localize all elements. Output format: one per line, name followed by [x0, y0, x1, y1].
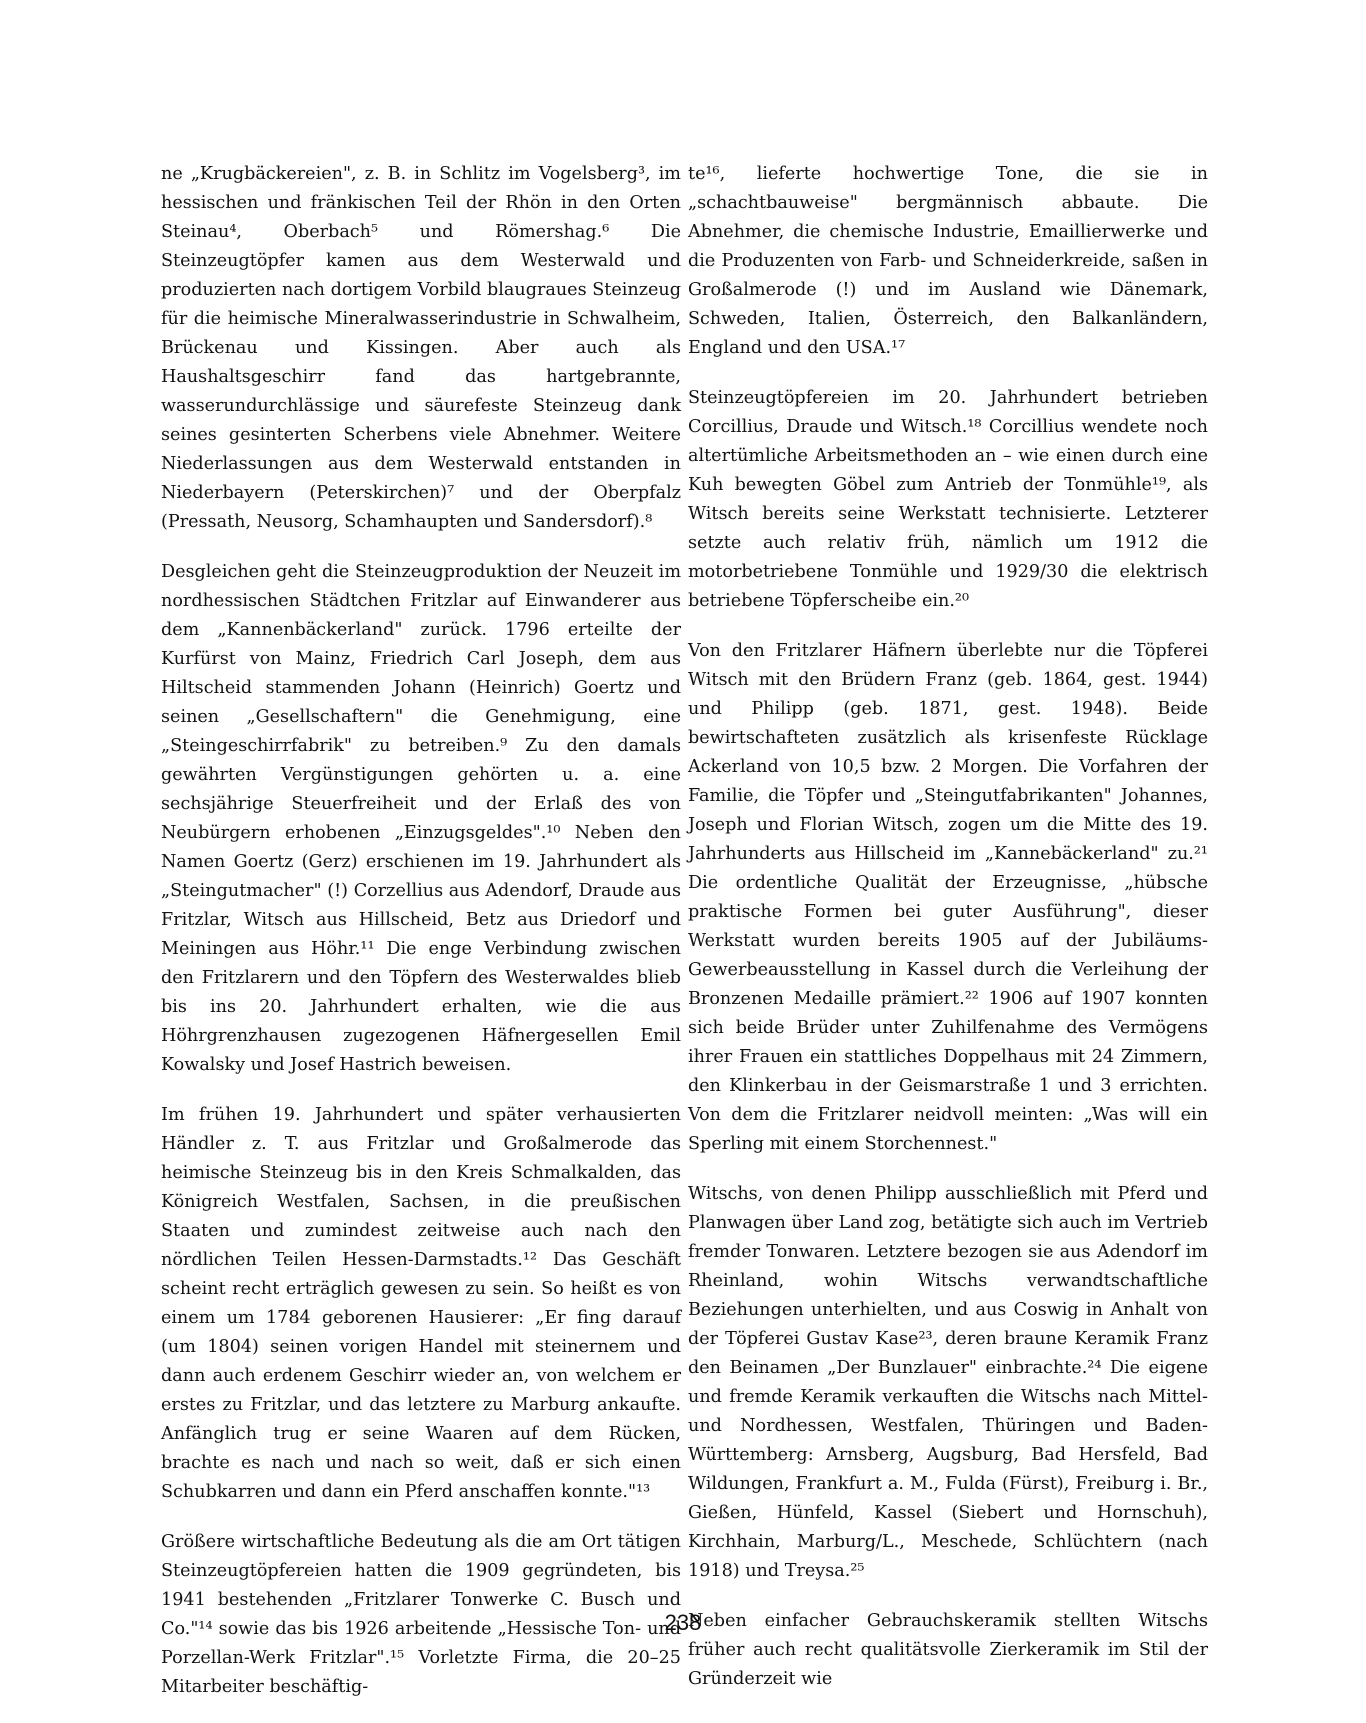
paragraph: Von den Fritzlarer Häfnern überlebte nur die Töpferei Witsch mit den Brüdern Franz (geb. 1864, gest. 1944) und Philipp (geb. 1871, gest. 1948). Beide bewirtschafteten zusätzlich als krisenfeste Rücklage Ackerland von 10,5 bzw. 2 Morgen. Die Vorfahren der Familie, die Töpfer und „Steingutfabrikanten" Johannes, Joseph und Florian Witsch, zogen um die Mitte des 19. Jahrhunderts aus Hillscheid im „Kannebäckerland" zu.²¹ Die ordentliche Qualität der Erzeugnisse, „hübsche praktische Formen bei guter Ausführung", dieser Werkstatt wurden bereits 1905 auf der Jubiläums-Gewerbeausstellung in Kassel durch die Verleihung der Bronzenen Medaille prämiert.²² 1906 auf 1907 konnten sich beide Brüder unter Zuhilfenahme des Vermögens ihrer Frauen ein stattliches Doppelhaus mit 24 Zimmern, den Klinkerbau in der Geismarstraße 1 und 3 errichten. Von dem die Fritzlarer neidvoll meinten: „Was will ein Sperling mit einem Storchennest." — [688, 641, 1208, 1154]
right-column — [688, 160, 1208, 1715]
left-column — [161, 160, 681, 1723]
paragraph: Steinzeugtöpfereien im 20. Jahrhundert betrieben Corcillius, Draude und Witsch.¹⁸ Corcillius wendete noch altertümliche Arbeitsmethoden an – wie einen durch eine Kuh bewegten Göbel zum Antrieb der Tonmühle¹⁹, als Witsch bereits seine Werkstatt technisierte. Letzterer setzte auch relativ früh, nämlich um 1912 die motorbetriebene Tonmühle und 1929/30 die elektrisch betriebene Töpferscheibe ein.²⁰ — [688, 388, 1208, 611]
paragraph: Größere wirtschaftliche Bedeutung als die am Ort tätigen Steinzeugtöpfereien hatten die 1909 gegründeten, bis 1941 bestehenden „Fritzlarer Tonwerke C. Busch und Co."¹⁴ sowie das bis 1926 arbeitende „Hessische Ton- und Porzellan-Werk Fritzlar".¹⁵ Vorletzte Firma, die 20–25 Mitarbeiter beschäftig- — [161, 1532, 681, 1697]
paragraph: ne „Krugbäckereien", z. B. in Schlitz im Vogelsberg³, im hessischen und fränkischen Teil der Rhön in den Orten Steinau⁴, Oberbach⁵ und Römershag.⁶ Die Steinzeugtöpfer kamen aus dem Westerwald und produzierten nach dortigem Vorbild blaugraues Steinzeug für die heimische Mineralwasserindustrie in Schwalheim, Brückenau und Kissingen. Aber auch als Haushaltsgeschirr fand das hartgebrannte, wasserundurchlässige und säurefeste Steinzeug dank seines gesinterten Scherbens viele Abnehmer. Weitere Niederlassungen aus dem Westerwald entstanden in Niederbayern (Peterskirchen)⁷ und der Oberpfalz (Pressath, Neusorg, Schamhaupten und Sandersdorf).⁸ — [161, 164, 681, 532]
paragraph: te¹⁶, lieferte hochwertige Tone, die sie in „schachtbauweise" bergmännisch abbaute. Die Abnehmer, die chemische Industrie, Emaillierwerke und die Produzenten von Farb- und Schneiderkreide, saßen in Großalmerode (!) und im Ausland wie Dänemark, Schweden, Italien, Österreich, den Balkanländern, England und den USA.¹⁷ — [688, 164, 1208, 358]
paragraph: Witschs, von denen Philipp ausschließlich mit Pferd und Planwagen über Land zog, betätigte sich auch im Vertrieb fremder Tonwaren. Letztere bezogen sie aus Adendorf im Rheinland, wohin Witschs verwandtschaftliche Beziehungen unterhielten, und aus Coswig in Anhalt von der Töpferei Gustav Kase²³, deren braune Keramik Franz den Beinamen „Der Bunzlauer" einbrachte.²⁴ Die eigene und fremde Keramik verkauften die Witschs nach Mittel- und Nordhessen, Westfalen, Thüringen und Baden-Württemberg: Arnsberg, Augsburg, Bad Hersfeld, Bad Wildungen, Frankfurt a. M., Fulda (Fürst), Freiburg i. Br., Gießen, Hünfeld, Kassel (Siebert und Hornschuh), Kirchhain, Marburg/L., Meschede, Schlüchtern (nach 1918) und Treysa.²⁵ — [688, 1184, 1209, 1581]
paragraph: Neben einfacher Gebrauchskeramik stellten Witschs früher auch recht qualitätsvolle Zierkeramik im Stil der Gründerzeit wie — [688, 1611, 1208, 1689]
paragraph: Desgleichen geht die Steinzeugproduktion der Neuzeit im nordhessischen Städtchen Fritzlar auf Einwanderer aus dem „Kannenbäckerland" zurück. 1796 erteilte der Kurfürst von Mainz, Friedrich Carl Joseph, dem aus Hiltscheid stammenden Johann (Heinrich) Goertz und seinen „Gesellschaftern" die Genehmigung, eine „Steingeschirrfabrik" zu betreiben.⁹ Zu den damals gewährten Vergünstigungen gehörten u. a. eine sechsjährige Steuerfreiheit und der Erlaß des von Neubürgern erhobenen „Einzugsgeldes".¹⁰ Neben den Namen Goertz (Gerz) erschienen im 19. Jahrhundert als „Steingutmacher" (!) Corzellius aus Adendorf, Draude aus Fritzlar, Witsch aus Hillscheid, Betz aus Driedorf und Meiningen aus Höhr.¹¹ Die enge Verbindung zwischen den Fritzlarern und den Töpfern des Westerwaldes blieb bis ins 20. Jahrhundert erhalten, wie die aus Höhrgrenzhausen zugezogenen Häfnergesellen Emil Kowalsky und Josef Hastrich beweisen. — [161, 562, 681, 1075]
page-number: 238 — [664, 1610, 702, 1635]
paragraph: Im frühen 19. Jahrhundert und später verhausierten Händler z. T. aus Fritzlar und Großalmerode das heimische Steinzeug bis in den Kreis Schmalkalden, das Königreich Westfalen, Sachsen, in die preußischen Staaten und zumindest zeitweise auch nach den nördlichen Teilen Hessen-Darmstadts.¹² Das Geschäft scheint recht erträglich gewesen zu sein. So heißt es von einem um 1784 geborenen Hausierer: „Er fing darauf (um 1804) seinen vorigen Handel mit steinernem und dann auch erdenem Geschirr wieder an, von welchem er erstes zu Fritzlar, und das letztere zu Marburg ankaufte. Anfänglich trug er seine Waaren auf dem Rücken, brachte es nach und nach so weit, daß er sich einen Schubkarren und dann ein Pferd anschaffen konnte."¹³ — [161, 1105, 681, 1502]
